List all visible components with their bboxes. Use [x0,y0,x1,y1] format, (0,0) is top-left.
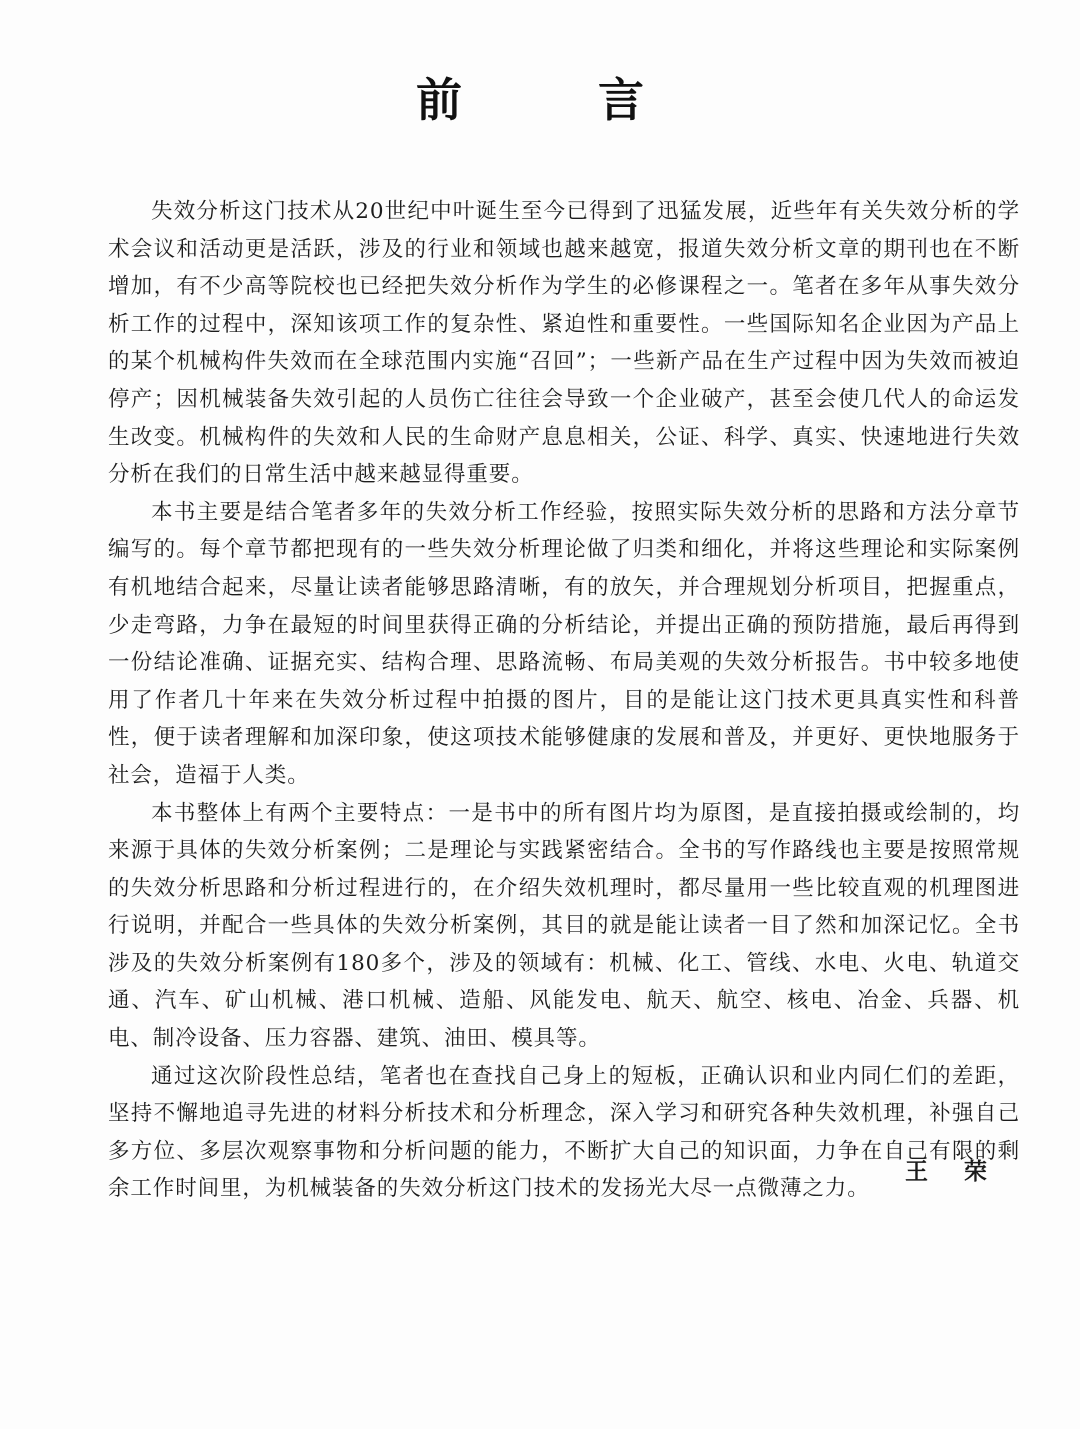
preface-body [108,193,1020,1208]
paragraph-1: 失效分析这门技术从20世纪中叶诞生至今已得到了迅猛发展，近些年有关失效分析的学术会议和活动更是活跃，涉及的行业和领域也越来越宽，报道失效分析文章的期刊也在不断增加，有不少高等院校也已经把失效分析作为学生的必修课程之一。笔者在多年从事失效分析工作的过程中，深知该项工作的复杂性、紧迫性和重要性。一些国际知名企业因为产品上的某个机械构件失效而在全球范围内实施“召回”；一些新产品在生产过程中因为失效而被迫停产；因机械装备失效引起的人员伤亡往往会导致一个企业破产，甚至会使几代人的命运发生改变。机械构件的失效和人民的生命财产息息相关，公证、科学、真实、快速地进行失效分析在我们的日常生活中越来越显得重要。 [108,199,1020,488]
paragraph-3: 本书整体上有两个主要特点：一是书中的所有图片均为原图，是直接拍摄或绘制的，均来源于具体的失效分析案例；二是理论与实践紧密结合。全书的写作路线也主要是按照常规的失效分析思路和分析过程进行的，在介绍失效机理时，都尽量用一些比较直观的机理图进行说明，并配合一些具体的失效分析案例，其目的就是能让读者一目了然和加深记忆。全书涉及的失效分析案例有180多个，涉及的领域有：机械、化工、管线、水电、火电、轨道交通、汽车、矿山机械、港口机械、造船、风能发电、航天、航空、核电、冶金、兵器、机电、制冷设备、压力容器、建筑、油田、模具等。 [108,800,1020,1052]
paragraph-4: 通过这次阶段性总结，笔者也在查找自己身上的短板，正确认识和业内同仁们的差距，坚持不懈地追寻先进的材料分析技术和分析理念，深入学习和研究各种失效机理，补强自己多方位、多层次观察事物和分析问题的能力，不断扩大自己的知识面，力争在自己有限的剩余工作时间里，为机械装备的失效分析这门技术的发扬光大尽一点微薄之力。 [108,1063,1020,1202]
author-signature: 王 荣 [905,1159,1002,1185]
paragraph-2: 本书主要是结合笔者多年的失效分析工作经验，按照实际失效分析的思路和方法分章节编写的。每个章节都把现有的一些失效分析理论做了归类和细化，并将这些理论和实际案例有机地结合起来，尽量让读者能够思路清晰，有的放矢，并合理规划分析项目，把握重点，少走弯路，力争在最短的时间里获得正确的分析结论，并提出正确的预防措施，最后再得到一份结论准确、证据充实、结构合理、思路流畅、布局美观的失效分析报告。书中较多地使用了作者几十年来在失效分析过程中拍摄的图片，目的是能让这门技术更具真实性和科普性，便于读者理解和加深印象，使这项技术能够健康的发展和普及，并更好、更快地服务于社会，造福于人类。 [108,499,1020,788]
page-title: 前 言 [415,73,704,127]
